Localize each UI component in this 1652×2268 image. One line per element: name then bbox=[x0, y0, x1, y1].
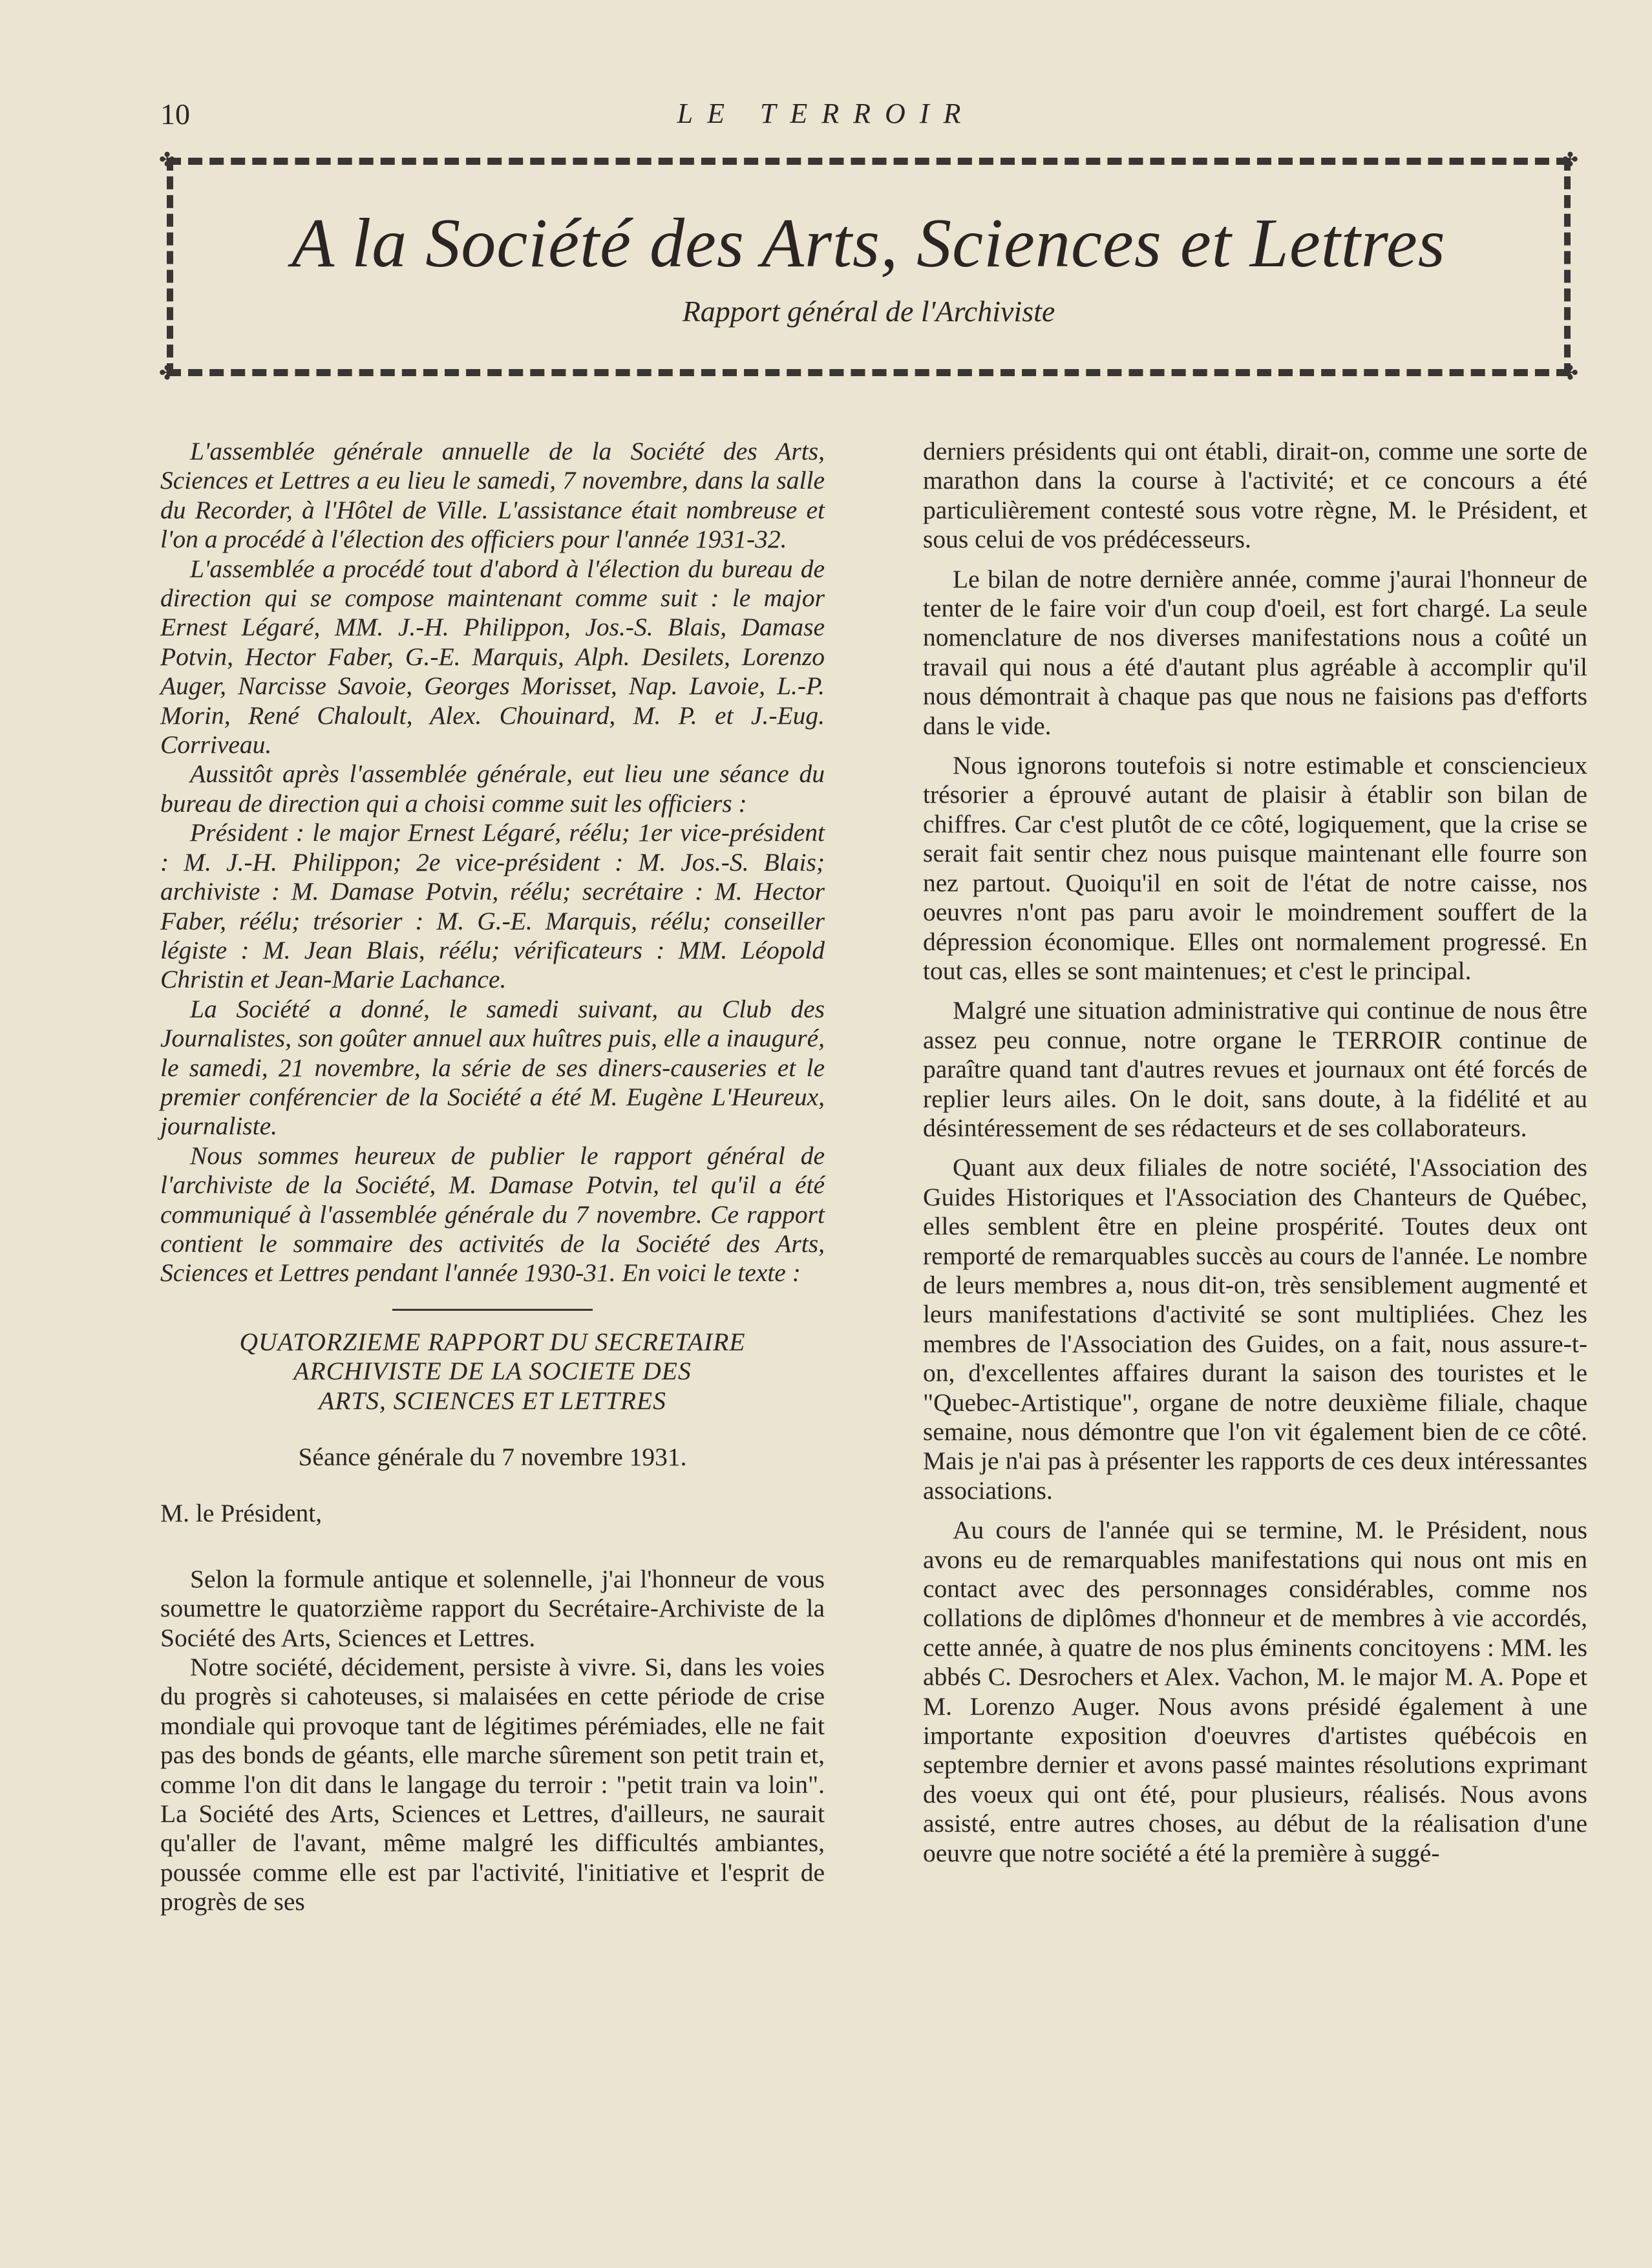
right-column bbox=[923, 437, 1587, 1868]
frame-corner-ornament-icon: ✤ bbox=[1562, 149, 1578, 171]
body-paragraph: derniers présidents qui ont établi, dirait-on, comme une sorte de marathon dans la course à l'activité; et ce concours a été particulièrement contesté sous votre règne, M. le Président, et sous celui de vos prédécesseurs. bbox=[923, 437, 1587, 554]
intro-paragraph: L'assemblée générale annuelle de la Société des Arts, Sciences et Lettres a eu lieu le samedi, 7 novembre, dans la salle du Recorder, à l'Hôtel de Ville. L'assistance était nombreuse et l'on a procédé à l'élection des officiers pour l'année 1931-32. bbox=[160, 437, 825, 554]
intro-paragraph: L'assemblée a procédé tout d'abord à l'élection du bureau de direction qui se compose maintenant comme suit : le major Ernest Légaré, MM. J.-H. Philippon, Jos.-S. Blais, Damase Potvin, Hector Faber, G.-E. Marquis, Alph. Desilets, Lorenzo Auger, Narcisse Savoie, Georges Morisset, Nap. Lavoie, L.-P. Morin, René Chaloult, Alex. Chouinard, M. P. et J.-Eug. Corriveau. bbox=[160, 554, 825, 759]
section-divider bbox=[392, 1309, 593, 1311]
intro-paragraph: Nous sommes heureux de publier le rapport général de l'archiviste de la Société, M. Damase Potvin, tel qu'il a été communiqué à l'assemblée générale du 7 novembre. Ce rapport contient le sommaire des activités de la Société des Arts, Sciences et Lettres pendant l'année 1930-31. En voici le texte : bbox=[160, 1141, 825, 1288]
frame-corner-ornament-icon: ✤ bbox=[159, 149, 176, 171]
session-date-line: Séance générale du 7 novembre 1931. bbox=[298, 1443, 687, 1471]
article-title: A la Société des Arts, Sciences et Lettres bbox=[291, 205, 1446, 282]
body-paragraph: Nous ignorons toutefois si notre estimable et consciencieux trésorier a éprouvé autant de plaisir à établir son bilan de chiffres. Car c'est plutôt de ce côté, logiquement, que la crise se serait fait sentir chez nous puisque maintenant elle fourre son nez partout. Quoiqu'il en soit de l'état de notre caisse, nos oeuvres n'ont pas paru avoir le moindrement souffert de la dépression économique. Elles ont normalement progressé. En tout cas, elles se sont maintenues; et c'est le principal. bbox=[923, 751, 1587, 985]
body-paragraph: Quant aux deux filiales de notre société, l'Association des Guides Historiques et l'Association des Chanteurs de Québec, elles semblent être en pleine prospérité. Toutes deux ont remporté de remarquables succès au cours de l'année. Le nombre de leurs membres a, nous dit-on, très sensiblement augmenté et leurs manifestations d'activité se sont multipliées. Chez les membres de l'Association des Guides, on a fait, nous assure-t-on, d'excellentes affaires durant la saison des touristes et le "Quebec-Artistique", organe de notre deuxième filiale, chaque semaine, nous démontre que l'on vit également bien de ce côté. Mais je n'ai pas à présenter les rapports de ces deux intéressantes associations. bbox=[923, 1153, 1587, 1505]
body-paragraph: Au cours de l'année qui se termine, M. le Président, nous avons eu de remarquables manifestations qui nous ont mis en contact avec des personnages considérables, comme nos collations de diplômes d'honneur et de membres à vie accordés, cette année, à quatre de nos plus éminents concitoyens : MM. les abbés C. Desrochers et Alex. Vachon, M. le major M. A. Pope et M. Lorenzo Auger. Nous avons présidé également à une importante exposition d'oeuvres d'artistes québécois en septembre dernier et avons passé maintes résolutions exprimant des voeux qui ont été, pour plusieurs, réalisés. Nous avons assisté, entre autres choses, au début de la réalisation d'une oeuvre que notre société a été la première à suggé- bbox=[923, 1516, 1587, 1867]
officers-paragraph: Président : le major Ernest Légaré, réélu; 1er vice-président : M. J.-H. Philippon; 2e vice-président : M. Jos.-S. Blais; archiviste : M. Damase Potvin, réélu; secrétaire : M. Hector Faber, réélu; trésorier : M. G.-E. Marquis, réélu; conseiller légiste : M. Jean Blais, réélu; vérificateurs : MM. Léopold Christin et Jean-Marie Lachance. bbox=[160, 818, 825, 994]
body-paragraph: Notre société, décidement, persiste à vivre. Si, dans les voies du progrès si cahoteuses, si malaisées en cette période de crise mondiale qui provoque tant de légitimes pérémiades, elle ne fait pas des bonds de géants, elle marche sûrement son petit train et, comme l'on dit dans le langage du terroir : "petit train va loin". La Société des Arts, Sciences et Lettres, d'ailleurs, ne saurait qu'aller de l'avant, même malgré les difficultés ambiantes, poussée comme elle est par l'activité, l'initiative et l'esprit de progrès de ses bbox=[160, 1653, 825, 1916]
intro-paragraph: La Société a donné, le samedi suivant, au Club des Journalistes, son goûter annuel aux huîtres puis, elle a inauguré, le samedi, 21 novembre, la série de ses diners-causeries et le premier conférencier de la Société a été M. Eugène L'Heureux, journaliste. bbox=[160, 994, 825, 1141]
salutation: M. le Président, bbox=[160, 1499, 323, 1528]
intro-paragraph: Aussitôt après l'assemblée générale, eut lieu une séance du bureau de direction qui a choisi comme suit les officiers : bbox=[160, 759, 825, 818]
frame-corner-ornament-icon: ✤ bbox=[1562, 363, 1578, 384]
page-number: 10 bbox=[160, 98, 190, 131]
frame-corner-ornament-icon: ✤ bbox=[159, 363, 176, 384]
left-column bbox=[160, 437, 825, 1917]
report-heading-line: ARTS, SCIENCES ET LETTRES bbox=[319, 1386, 666, 1415]
body-paragraph: Selon la formule antique et solennelle, j'ai l'honneur de vous soumettre le quatorzième rapport du Secrétaire-Archiviste de la Société des Arts, Sciences et Lettres. bbox=[160, 1564, 825, 1652]
title-ornamental-frame bbox=[159, 149, 1578, 384]
report-heading-line: QUATORZIEME RAPPORT DU SECRETAIRE bbox=[239, 1327, 746, 1356]
article-subtitle: Rapport général de l'Archiviste bbox=[682, 295, 1055, 328]
running-head: LE TERROIR bbox=[677, 98, 975, 129]
body-paragraph: Malgré une situation administrative qui continue de nous être assez peu connue, notre organe le TERROIR continue de paraître quand tant d'autres revues et journaux ont été forcés de replier leurs ailes. On le doit, sans doute, à la fidélité et au désintéressement de ses rédacteurs et de ses collaborateurs. bbox=[923, 996, 1587, 1142]
report-heading-line: ARCHIVISTE DE LA SOCIETE DES bbox=[293, 1357, 692, 1386]
body-paragraph: Le bilan de notre dernière année, comme j'aurai l'honneur de tenter de le faire voir d'un coup d'oeil, est fort chargé. La seule nomenclature de nos diverses manifestations nous a coûté un travail qui nous a été d'autant plus agréable à accomplir qu'il nous démontrait à chaque pas que nous ne faisions pas d'efforts dans le vide. bbox=[923, 564, 1587, 740]
